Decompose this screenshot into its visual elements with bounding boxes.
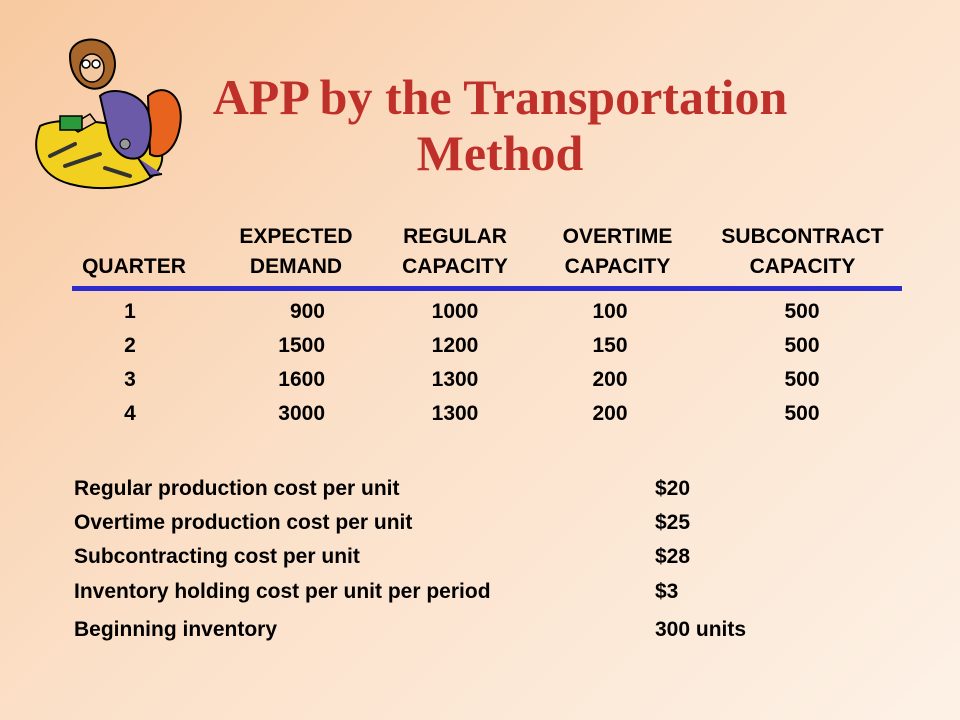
cell-regular: 1000 (431, 300, 479, 323)
cost-label: Subcontracting cost per unit (74, 545, 360, 568)
cost-label: Beginning inventory (74, 618, 278, 641)
header-quarter-line1 (72, 222, 196, 252)
cost-value: $25 (655, 511, 691, 534)
cell-demand: 1600 (278, 368, 325, 391)
cell-overtime: 200 (592, 402, 628, 425)
cell-regular: 1300 (431, 368, 479, 391)
cell-quarter: 4 (124, 402, 136, 425)
header-subcontract (705, 222, 900, 282)
cell-quarter: 2 (124, 334, 136, 357)
cell-subcontract: 500 (784, 300, 820, 323)
cost-label: Regular production cost per unit (74, 477, 400, 500)
cell-overtime: 150 (592, 334, 628, 357)
cell-quarter: 3 (124, 368, 136, 391)
cost-label: Overtime production cost per unit (74, 511, 413, 534)
cost-value: $28 (655, 545, 691, 568)
header-subcontract-line2: CAPACITY (749, 255, 856, 278)
cell-overtime: 200 (592, 368, 628, 391)
cell-demand: 900 (289, 300, 325, 323)
page-title-line2: Method (416, 125, 584, 181)
cost-value: 300 units (655, 618, 747, 641)
cell-regular: 1300 (431, 402, 479, 425)
cost-value: $20 (655, 477, 691, 500)
header-demand-line1: EXPECTED (239, 225, 353, 248)
header-subcontract-line1: SUBCONTRACT (721, 225, 884, 248)
cell-quarter: 1 (124, 300, 136, 323)
cost-value: $3 (655, 580, 679, 603)
header-quarter-line2: QUARTER (82, 255, 186, 278)
cell-subcontract: 500 (784, 402, 820, 425)
header-regular (385, 222, 525, 282)
header-overtime (545, 222, 690, 282)
header-divider (72, 286, 902, 291)
cell-overtime: 100 (592, 300, 628, 323)
header-regular-line2: CAPACITY (402, 255, 508, 278)
cell-demand: 1500 (278, 334, 325, 357)
header-demand-line2: DEMAND (249, 255, 343, 278)
cell-subcontract: 500 (784, 368, 820, 391)
page-title-line1: APP by the Transportation (212, 69, 788, 125)
cost-label: Inventory holding cost per unit per period (74, 580, 491, 603)
cell-regular: 1200 (431, 334, 479, 357)
header-demand (226, 222, 366, 282)
header-overtime-line2: CAPACITY (564, 255, 671, 278)
cell-demand: 3000 (278, 402, 325, 425)
header-regular-line1: REGULAR (403, 225, 507, 248)
header-overtime-line1: OVERTIME (562, 225, 673, 248)
header-quarter (72, 222, 196, 282)
cell-subcontract: 500 (784, 334, 820, 357)
